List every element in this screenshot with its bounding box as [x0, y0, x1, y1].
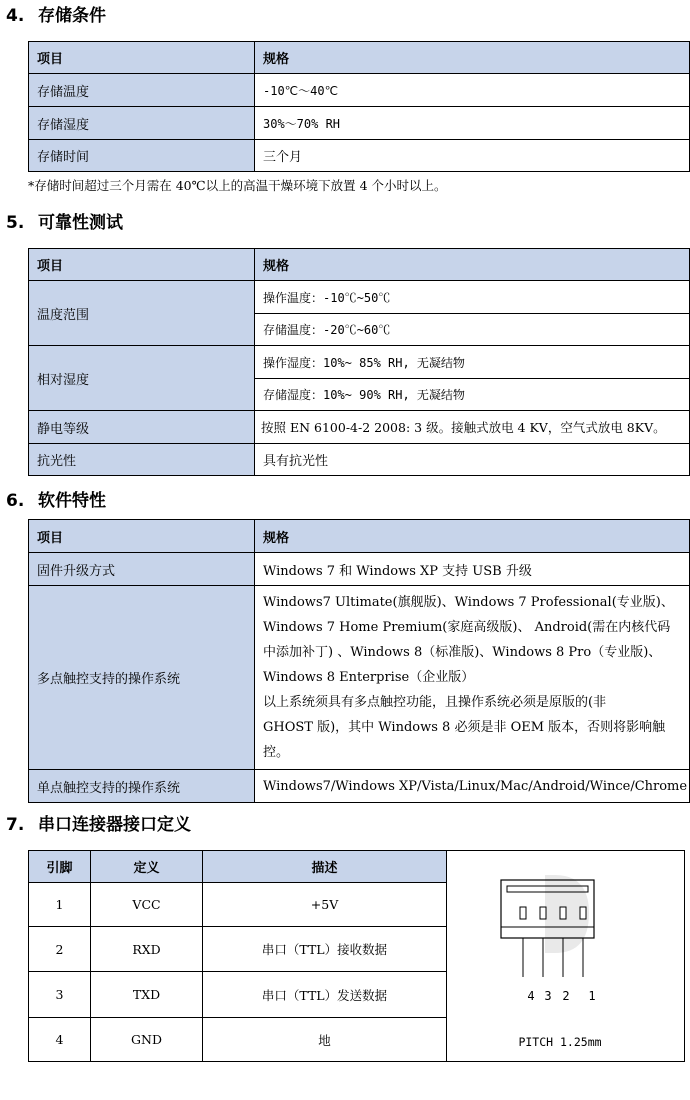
table-row: [29, 553, 690, 586]
pin-number: 4: [29, 1018, 91, 1062]
table-row: [29, 411, 690, 444]
section-title: 存储条件: [38, 6, 106, 26]
table-row: [29, 927, 447, 972]
row-label: 温度范围: [29, 281, 255, 346]
pin-label: 1: [588, 989, 596, 1003]
row-value: 存储湿度：10%~ 90% RH, 无凝结物: [255, 379, 690, 411]
text-line: 以上系统须具有多点触控功能，且操作系统必须是原版的(非: [263, 695, 607, 710]
section-number: 5.: [6, 213, 25, 233]
text-line: Windows7 Ultimate(旗舰版)、Windows 7 Professional(专业版)、: [263, 595, 674, 610]
table-row: [29, 883, 447, 927]
section-4-heading: [6, 6, 106, 26]
pin-contact: [580, 907, 586, 919]
section-title: 串口连接器接口定义: [38, 815, 191, 835]
pin-contact: [520, 907, 526, 919]
pin-number: 2: [29, 927, 91, 972]
pin-contact: [540, 907, 546, 919]
table-header-row: [29, 42, 690, 74]
table-row: [29, 74, 690, 107]
section-title: 软件特性: [38, 491, 106, 511]
row-value: Windows 7 和 Windows XP 支持 USB 升级: [255, 553, 690, 586]
header-item: 项目: [29, 42, 255, 74]
pin-description: 地: [203, 1018, 447, 1062]
text-line: 控。: [263, 745, 290, 760]
pin-label: 2: [562, 989, 570, 1003]
row-label: 固件升级方式: [29, 553, 255, 586]
pin-description: +5V: [203, 883, 447, 927]
row-label: 单点触控支持的操作系统: [29, 770, 255, 803]
text-line: 中添加补丁) 、Windows 8（标准版)、Windows 8 Pro（专业版)、: [263, 645, 662, 660]
header-definition: 定义: [91, 851, 203, 883]
row-label: 存储时间: [29, 140, 255, 172]
serial-pin-table: [28, 850, 447, 1062]
table-row: [29, 586, 690, 770]
pin-labels: [527, 989, 595, 1003]
header-item: 项目: [29, 249, 255, 281]
pin-definition: VCC: [91, 883, 203, 927]
table-row: [29, 1018, 447, 1062]
pin-contact: [560, 907, 566, 919]
connector-diagram-cell: [445, 850, 685, 1062]
multi-touch-os-list: [255, 586, 690, 770]
row-value: 30%～70% RH: [255, 107, 690, 140]
row-label: 抗光性: [29, 444, 255, 476]
row-value: 按照 EN 6100-4-2 2008: 3 级。接触式放电 4 KV，空气式放电 8KV。: [255, 411, 690, 444]
table-row: [29, 444, 690, 476]
section-title: 可靠性测试: [38, 213, 123, 233]
header-description: 描述: [203, 851, 447, 883]
row-label: 存储温度: [29, 74, 255, 107]
header-spec: 规格: [255, 42, 690, 74]
storage-note: *存储时间超过三个月需在 40℃以上的高温干燥环境下放置 4 个小时以上。: [28, 178, 447, 193]
row-value: 具有抗光性: [255, 444, 690, 476]
pin-number: 1: [29, 883, 91, 927]
header-spec: 规格: [255, 520, 690, 553]
section-number: 6.: [6, 491, 25, 511]
pitch-label: PITCH 1.25mm: [518, 1035, 602, 1049]
table-row: [29, 972, 447, 1018]
section-6-heading: [6, 491, 106, 511]
pin-label: 4: [527, 989, 535, 1003]
text-line: GHOST 版)，其中 Windows 8 必须是非 OEM 版本，否则将影响触: [263, 720, 666, 735]
table-row: [29, 346, 690, 379]
header-spec: 规格: [255, 249, 690, 281]
row-value: 操作温度：-10℃~50℃: [255, 281, 690, 314]
pin-label: 3: [544, 989, 552, 1003]
table-header-row: [29, 249, 690, 281]
storage-conditions-table: [28, 41, 690, 172]
section-7-heading: [6, 815, 191, 835]
header-item: 项目: [29, 520, 255, 553]
pin-definition: RXD: [91, 927, 203, 972]
header-pin: 引脚: [29, 851, 91, 883]
row-label: 多点触控支持的操作系统: [29, 586, 255, 770]
text-line: Windows 7 Home Premium(家庭高级版)、 Android(需在内核代码: [263, 620, 671, 635]
pin-definition: TXD: [91, 972, 203, 1018]
pin-definition: GND: [91, 1018, 203, 1062]
row-value: 操作湿度：10%~ 85% RH, 无凝结物: [255, 346, 690, 379]
row-value: 存储温度：-20℃~60℃: [255, 314, 690, 346]
table-header-row: [29, 851, 447, 883]
section-number: 7.: [6, 815, 25, 835]
section-number: 4.: [6, 6, 25, 26]
row-value: Windows7/Windows XP/Vista/Linux/Mac/Android/Wince/Chrome: [255, 770, 690, 803]
table-row: [29, 281, 690, 314]
table-row: [29, 770, 690, 803]
pin-description: 串口（TTL）接收数据: [203, 927, 447, 972]
text-line: Windows 8 Enterprise（企业版）: [263, 670, 475, 685]
row-label: 静电等级: [29, 411, 255, 444]
row-value: -10℃～40℃: [255, 74, 690, 107]
pin-number: 3: [29, 972, 91, 1018]
connector-drawing: [445, 851, 685, 1063]
row-label: 存储湿度: [29, 107, 255, 140]
row-label: 相对湿度: [29, 346, 255, 411]
row-value: 三个月: [255, 140, 690, 172]
table-header-row: [29, 520, 690, 553]
table-row: [29, 140, 690, 172]
reliability-test-table: [28, 248, 690, 476]
section-5-heading: [6, 213, 123, 233]
table-row: [29, 107, 690, 140]
pin-description: 串口（TTL）发送数据: [203, 972, 447, 1018]
software-features-table: [28, 519, 690, 803]
